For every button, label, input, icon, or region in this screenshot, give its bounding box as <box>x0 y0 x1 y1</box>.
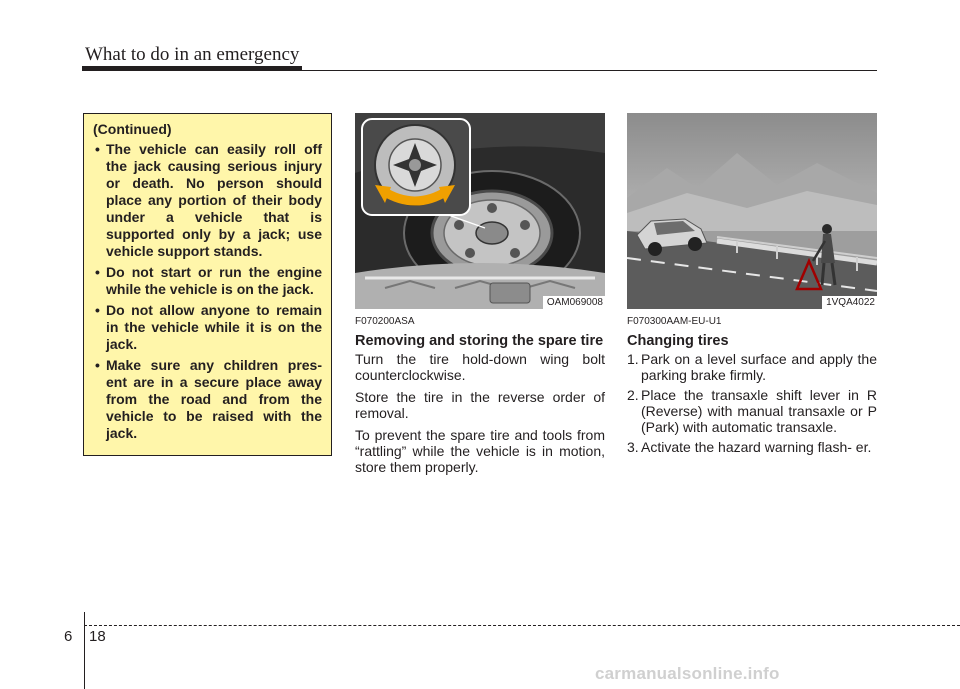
roadside-illustration <box>627 113 877 309</box>
warning-continued-label: (Continued) <box>93 121 172 137</box>
step-item <box>627 439 877 455</box>
step-text: Activate the hazard warning flash- er. <box>641 439 872 455</box>
section-changing-tires <box>627 316 877 459</box>
footer-vertical-rule <box>84 612 85 689</box>
step-number: 2. <box>627 387 639 403</box>
figure-code: 1VQA4022 <box>822 296 877 309</box>
warning-item: • Do not start or run the engine while the vehicle is on the jack. <box>93 264 322 298</box>
warning-box <box>83 113 332 456</box>
body-paragraph: Turn the tire hold-down wing bolt counterclockwise. <box>355 351 605 383</box>
section-heading: Changing tires <box>627 333 729 349</box>
section-ref-code: F070200ASA <box>355 316 415 327</box>
step-text: Park on a level surface and apply the parking brake firmly. <box>641 351 877 383</box>
body-paragraph: Store the tire in the reverse order of removal. <box>355 389 605 421</box>
warning-item: • The vehicle can easily roll off the jack causing serious injury or death. No person should place any portion of their body under a vehicle that is supported only by a jack; use vehicle support stands. <box>93 141 322 260</box>
step-item <box>627 387 877 435</box>
step-number: 1. <box>627 351 639 367</box>
warning-list <box>93 141 322 442</box>
step-text: Place the transaxle shift lever in R (Reverse) with manual transaxle or P (Park) with automatic transaxle. <box>641 387 877 435</box>
warning-item: • Do not allow anyone to remain in the vehicle while it is on the jack. <box>93 302 322 353</box>
spare-tire-drawing <box>355 113 605 309</box>
header-title: What to do in an emergency <box>85 44 300 65</box>
section-spare-tire <box>355 316 605 481</box>
spare-tire-illustration <box>355 113 605 309</box>
footer-page-number: 18 <box>89 628 106 645</box>
body-paragraph: To prevent the spare tire and tools from “rattling” while the vehicle is in motion, store them properly. <box>355 427 605 475</box>
step-number: 3. <box>627 439 639 455</box>
header-rule-thin <box>82 70 877 71</box>
roadside-drawing <box>627 113 877 309</box>
footer-dashed-rule <box>84 625 960 626</box>
section-ref-code: F070300AAM-EU-U1 <box>627 316 722 327</box>
figure-code: OAM069008 <box>543 296 605 309</box>
section-heading: Removing and storing the spare tire <box>355 333 604 349</box>
step-item <box>627 351 877 383</box>
warning-item: • Make sure any children pres- ent are in a secure place away from the road and from the vehicle to be raised with the jack. <box>93 357 322 442</box>
watermark-text: carmanualsonline.info <box>595 664 780 683</box>
footer-chapter-number: 6 <box>64 628 73 645</box>
